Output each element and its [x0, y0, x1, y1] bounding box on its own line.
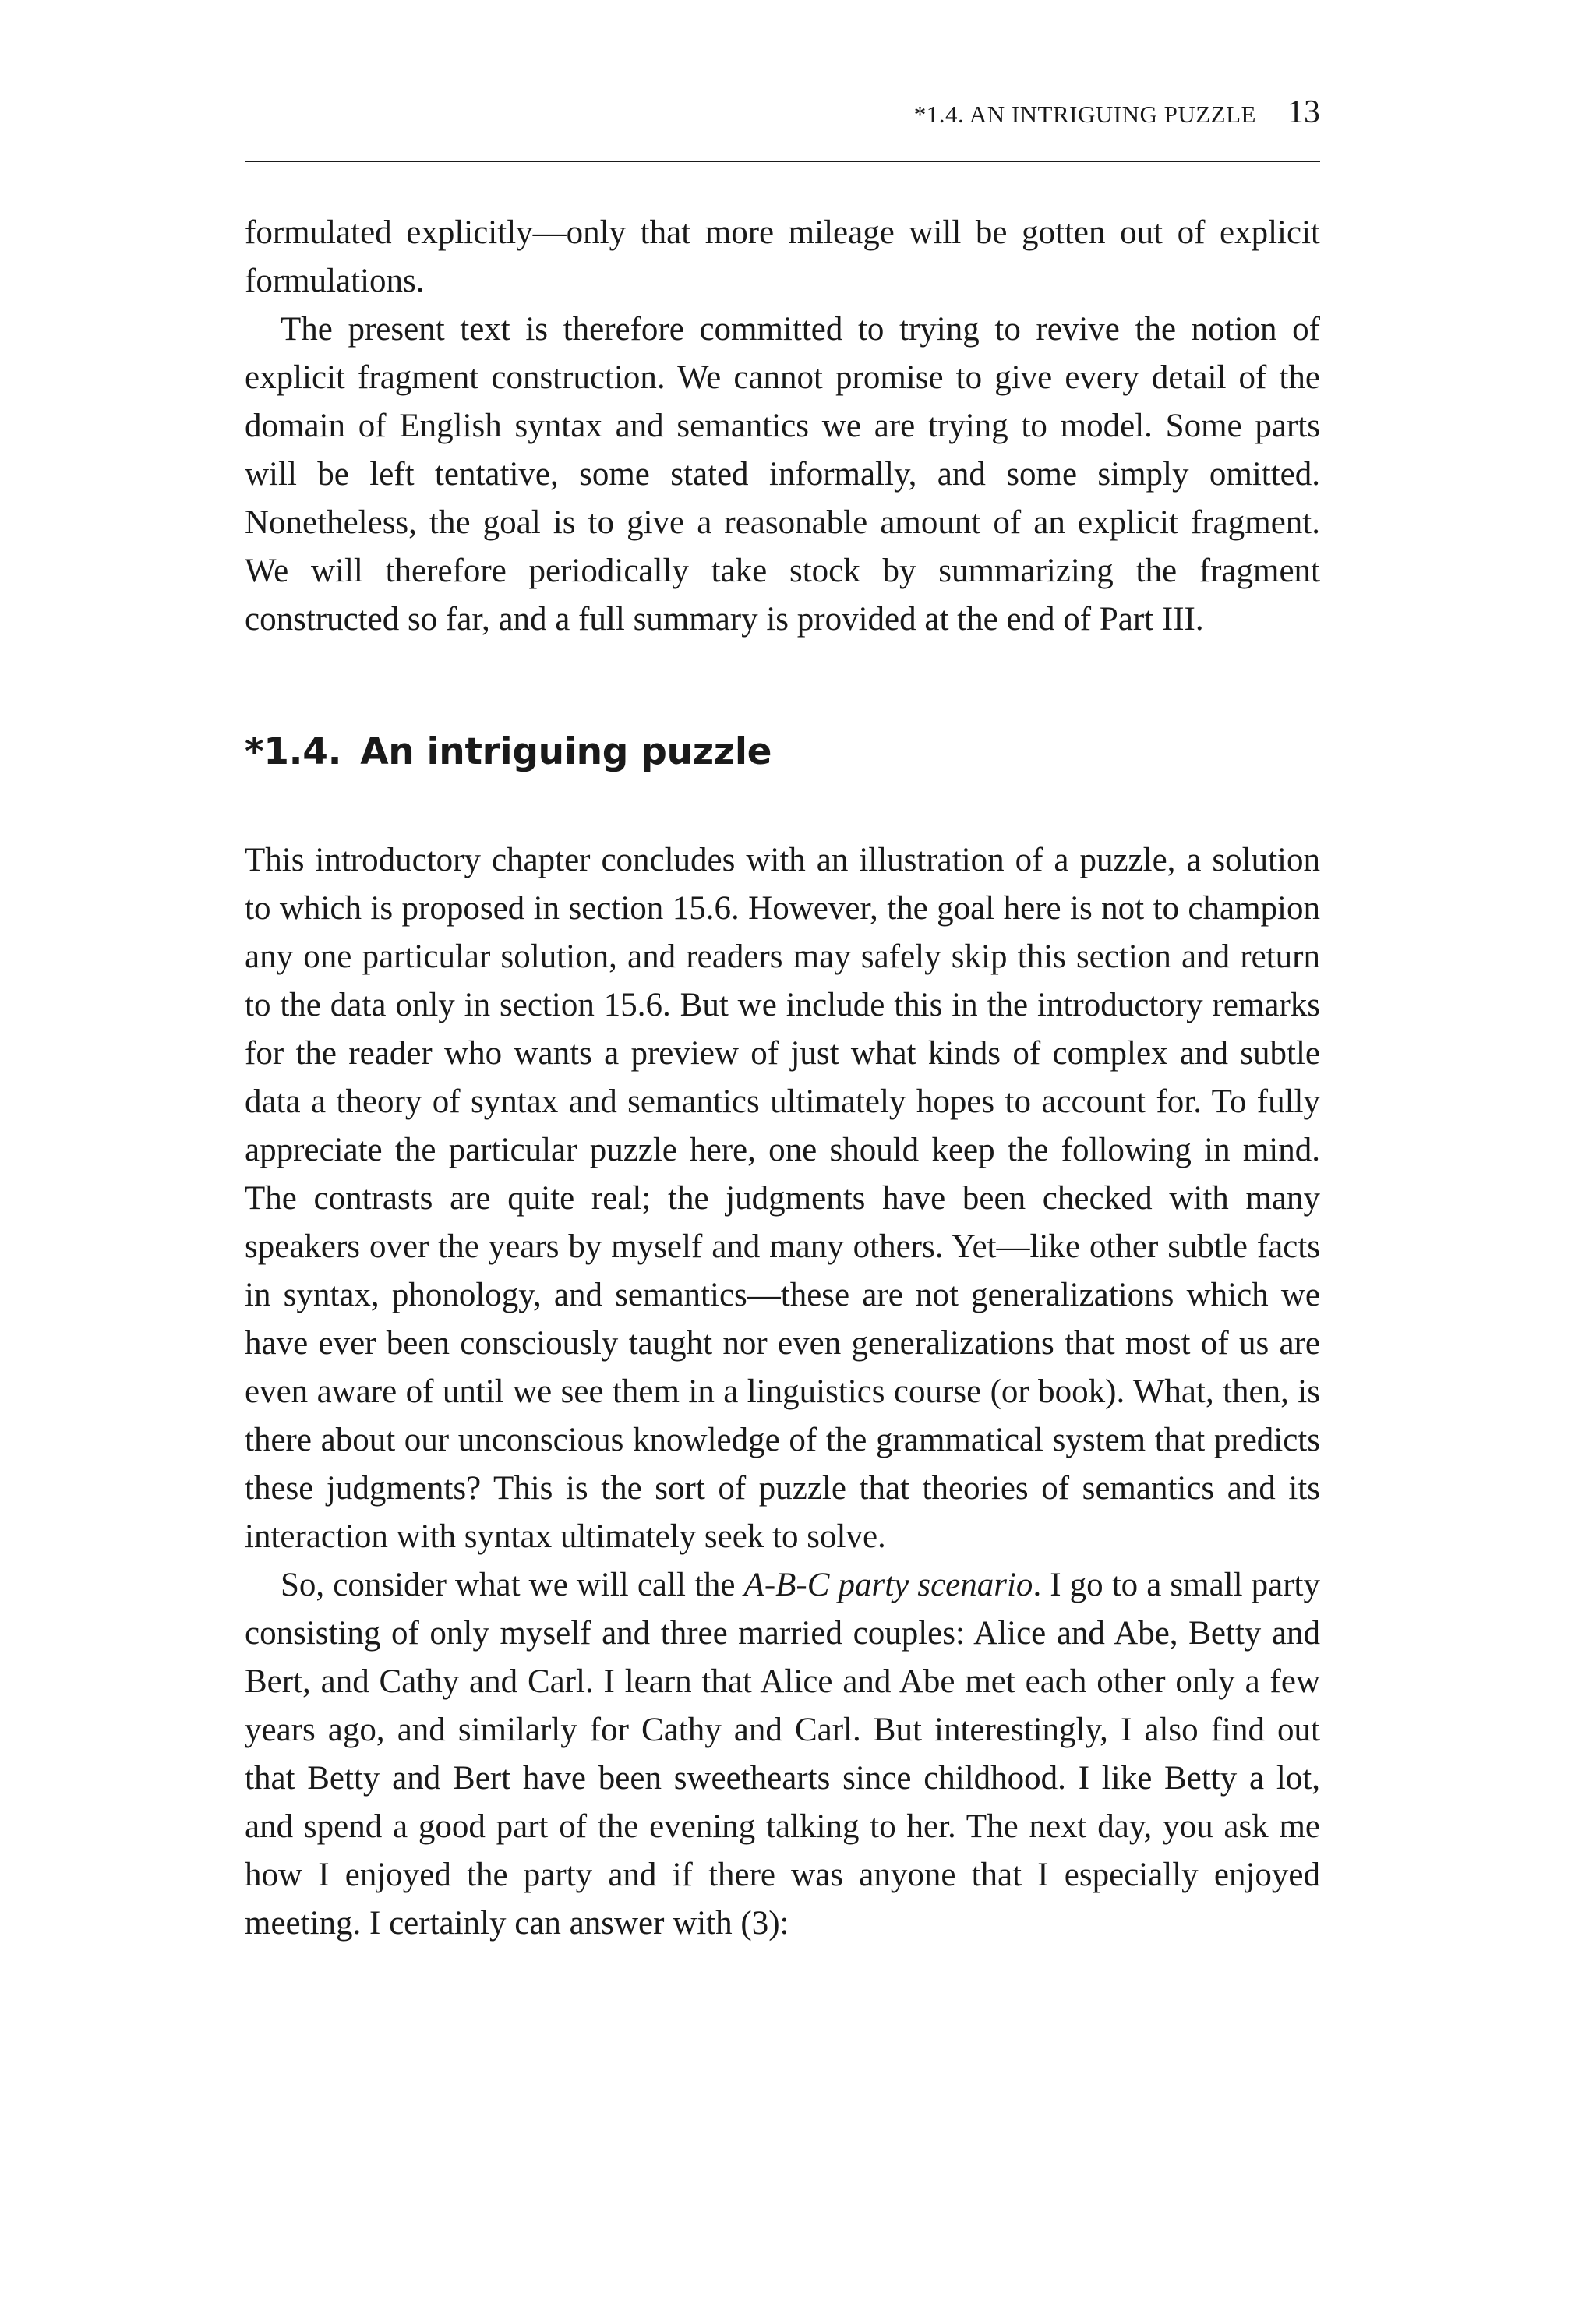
- paragraph: The present text is therefore committed to trying to revive the notion of explicit fragment construction. We cannot promise to give every detail of the domain of English syntax and semantics we are trying to model. Some parts will be left tentative, some stated informally, and some simply omitted. Nonetheless, the goal is to give a reasonable amount of an explicit fragment. We will therefore periodically take stock by summarizing the fragment constructed so far, and a full summary is provided at the end of Part III.: [245, 311, 1320, 638]
- section-title: An intriguing puzzle: [360, 730, 772, 773]
- running-header: [245, 94, 1320, 140]
- paragraph: This introductory chapter concludes with an illustration of a puzzle, a solution to which is proposed in section 15.6. However, the goal here is not to champion any one particular solution, and readers may safely skip this section and return to the data only in section 15.6. But we include this in the introductory remarks for the reader who wants a preview of just what kinds of complex and subtle data a theory of syntax and semantics ultimately hopes to account for. To fully appreciate the particular puzzle here, one should keep the following in mind. The contrasts are quite real; the judgments have been checked with many speakers over the years by myself and many others. Yet—like other subtle facts in syntax, phonology, and semantics—these are not generalizations which we have ever been consciously taught nor even generalizations that most of us are even aware of until we see them in a linguistics course (or book). What, then, is there about our unconscious knowledge of the grammatical system that predicts these judgments? This is the sort of puzzle that theories of semantics and its interaction with syntax ultimately seek to solve.: [245, 842, 1320, 1555]
- text-block-after-section: [245, 836, 1320, 1948]
- paragraph-text-start: So, consider what we will call the: [281, 1567, 744, 1603]
- section-number: *1.4.: [245, 730, 342, 773]
- header-rule: [245, 161, 1320, 162]
- paragraph: [245, 1561, 1320, 1948]
- page-number: 13: [1287, 94, 1320, 130]
- paragraph: formulated explicitly—only that more mileage will be gotten out of explicit formulations.: [245, 214, 1320, 299]
- section-heading: [245, 729, 772, 776]
- italic-term: A-B-C party scenario: [743, 1567, 1033, 1603]
- text-block-before-section: [245, 209, 1320, 644]
- running-title: *1.4. AN INTRIGUING PUZZLE: [913, 101, 1256, 128]
- paragraph-text-rest: . I go to a small party consisting of only myself and three married couples: Alice and Abe, Betty and Bert, and Cathy and Carl. I learn that Alice and Abe met each other only a few years ago, and similarly for Cathy and Carl. But interestingly, I also find out that Betty and Bert have been sweethearts since childhood. I like Betty a lot, and spend a good part of the evening talking to her. The next day, you ask me how I enjoyed the party and if there was anyone that I especially enjoyed meeting. I certainly can answer with (3):: [245, 1567, 1320, 1942]
